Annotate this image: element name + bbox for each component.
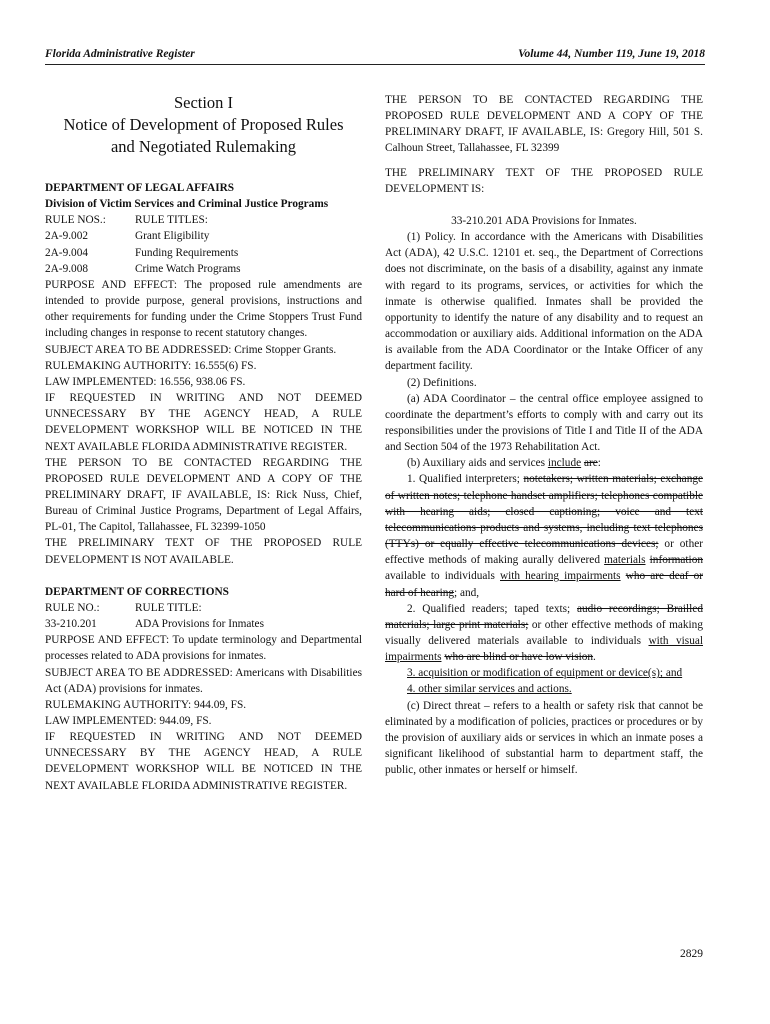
workshop-notice: IF REQUESTED IN WRITING AND NOT DEEMED UNNECESSARY BY THE AGENCY HEAD, A RULE DEVELOPMENT WORKSHOP WILL BE NOTICED IN THE NEXT AVAILABLE FLORIDA ADMINISTRATIVE REGISTER. [45, 392, 362, 453]
division-name: Division of Victim Services and Criminal Justice Programs [45, 198, 329, 211]
dept-legal-affairs: DEPARTMENT OF LEGAL AFFAIRS [45, 182, 235, 194]
definition-a: (a) ADA Coordinator – the central office employee assigned to coordinate the department’s efforts to comply with and carry out its responsibilities under the provisions of Title I and Title II of the ADA and Section 504 of the 1973 Rehabilitation Act. [385, 392, 703, 454]
right-column [385, 92, 703, 778]
deleted-text: who are deaf or hard of hearing [385, 570, 703, 599]
page-header [45, 44, 705, 65]
aid-item-4 [385, 681, 703, 697]
page-number: 2829 [680, 948, 703, 960]
rule-number: 2A-9.002 [45, 230, 88, 243]
definitions-heading: (2) Definitions. [407, 376, 477, 389]
definition-b: (b) Auxiliary aids and services include are: [407, 457, 601, 470]
rule-row [45, 261, 362, 277]
rule-header-row [45, 212, 362, 228]
deleted-text: are [583, 457, 598, 470]
law-implemented: LAW IMPLEMENTED: 16.556, 938.06 FS. [45, 375, 246, 388]
deleted-text: information [649, 554, 703, 567]
rule-number: 2A-9.008 [45, 262, 88, 275]
left-column [45, 92, 362, 794]
rule-header-row [45, 600, 362, 616]
subject-area: SUBJECT AREA TO BE ADDRESSED: Americans with Disabilities Act (ADA) provisions for inmates. [45, 666, 362, 695]
aid-item-1: 1. Qualified interpreters; notetakers; written materials; exchange of written notes; telephone handset amplifiers; telephones compatible with hearing aids; closed captioning; voice and text telecommunications products and systems, including text telephones (TTYs) or equally effective telecommunications devices; or other effective methods of making aurally delivered materials information available to individuals with hearing impairments who are deaf or hard of hearing; and, [385, 473, 703, 599]
aid-item-3 [385, 665, 703, 681]
rule-title: Grant Eligibility [135, 230, 210, 243]
inserted-text: include [547, 457, 582, 470]
section-number: Section I [173, 93, 234, 112]
rule-title: Funding Requirements [135, 246, 239, 259]
section-heading-line-1: Notice of Development of Proposed Rules [63, 115, 344, 134]
preliminary-text: THE PRELIMINARY TEXT OF THE PROPOSED RULE DEVELOPMENT IS NOT AVAILABLE. [45, 537, 362, 566]
inserted-text: with hearing impairments [500, 570, 621, 583]
inserted-text: 4. other similar services and actions. [407, 683, 572, 696]
contact-person: THE PERSON TO BE CONTACTED REGARDING THE PROPOSED RULE DEVELOPMENT AND A COPY OF THE PRELIMINARY DRAFT, IF AVAILABLE, IS: Rick Nuss, Chief, Bureau of Criminal Justice Programs, Department of Legal Affairs, PL-01, The Capitol, Tallahassee, FL 32399-1050 [45, 456, 362, 534]
inserted-text: 3. acquisition or modification of equipment or device(s); and [407, 667, 683, 680]
rule-titles-label: RULE TITLES: [135, 214, 208, 227]
policy-paragraph: (1) Policy. In accordance with the Americans with Disabilities Act (ADA), 42 U.S.C. 12101 et. seq., the Department of Corrections does not discriminate, on the basis of a disability, against any inmate with regard to its programs, services, or activities for which the inmate is otherwise qualified. Inmates shall be provided the opportunity to identify the nature of any disability and to request an accommodation or auxiliary aids. Additional information on the ADA is available from the ADA Coordinator or the Intake Officer of any department facility. [385, 231, 703, 373]
journal-name: Florida Administrative Register [45, 48, 195, 60]
rule-number: 2A-9.004 [45, 246, 88, 259]
inserted-text: materials [604, 554, 646, 567]
purpose-effect: PURPOSE AND EFFECT: The proposed rule amendments are intended to provide purpose, general provisions, instructions and other requirements for funding under the Crime Stoppers Trust Fund including changes in response to recent statutory changes. [45, 278, 362, 340]
rulemaking-authority: RULEMAKING AUTHORITY: 944.09, FS. [45, 698, 247, 711]
deleted-text: who are blind or have low vision [444, 651, 594, 664]
section-title [45, 92, 362, 158]
rule-heading: 33-210.201 ADA Provisions for Inmates. [451, 214, 637, 227]
deleted-text: audio recordings; Brailled materials; large print materials; [385, 602, 703, 631]
section-heading-line-2: and Negotiated Rulemaking [110, 137, 297, 156]
rule-row [45, 245, 362, 261]
rule-row [45, 616, 362, 632]
rule-title: ADA Provisions for Inmates [135, 618, 264, 631]
inserted-text: with visual impairments [385, 635, 703, 664]
aid-item-2: 2. Qualified readers; taped texts; audio recordings; Brailled materials; large print materials; or other effective methods of making visually delivered materials available to individuals with visual impairments who are blind or have low vision. [385, 602, 703, 664]
rule-row [45, 228, 362, 244]
subject-area: SUBJECT AREA TO BE ADDRESSED: Crime Stopper Grants. [45, 343, 337, 356]
preliminary-text-heading: THE PRELIMINARY TEXT OF THE PROPOSED RULE DEVELOPMENT IS: [385, 166, 703, 195]
rule-nos-label: RULE NOS.: [45, 214, 106, 227]
workshop-notice: IF REQUESTED IN WRITING AND NOT DEEMED UNNECESSARY BY THE AGENCY HEAD, A RULE DEVELOPMENT WORKSHOP WILL BE NOTICED IN THE NEXT AVAILABLE FLORIDA ADMINISTRATIVE REGISTER. [45, 731, 362, 792]
rule-title: Crime Watch Programs [135, 262, 241, 275]
law-implemented: LAW IMPLEMENTED: 944.09, FS. [45, 715, 212, 727]
dept-corrections: DEPARTMENT OF CORRECTIONS [45, 585, 229, 598]
purpose-effect: PURPOSE AND EFFECT: To update terminology and Departmental processes related to ADA provisions for inmates. [45, 634, 362, 663]
rulemaking-authority: RULEMAKING AUTHORITY: 16.555(6) FS. [45, 359, 257, 372]
contact-person: THE PERSON TO BE CONTACTED REGARDING THE PROPOSED RULE DEVELOPMENT AND A COPY OF THE PRELIMINARY DRAFT, IF AVAILABLE, IS: Gregory Hill, 501 S. Calhoun Street, Tallahassee, FL 32399 [385, 94, 703, 155]
volume-info: Volume 44, Number 119, June 19, 2018 [518, 48, 705, 60]
rule-number: 33-210.201 [45, 618, 97, 631]
rule-no-label: RULE NO.: [45, 601, 100, 614]
deleted-text: notetakers; written materials; exchange of written notes; telephone handset amplifiers; telephones compatible with hearing aids; closed captioning; voice and text telecommunications products and systems, including text telephones (TTYs) or equally effective telecommunications devices; [385, 473, 703, 551]
rule-title-label: RULE TITLE: [135, 601, 202, 614]
definition-c: (c) Direct threat – refers to a health or safety risk that cannot be eliminated by a modification of policies, practices or procedures or by the provision of auxiliary aids or services in which an inmate poses a significant likelihood of substantial harm to department staff, the public, other inmates or herself or himself. [385, 699, 703, 777]
